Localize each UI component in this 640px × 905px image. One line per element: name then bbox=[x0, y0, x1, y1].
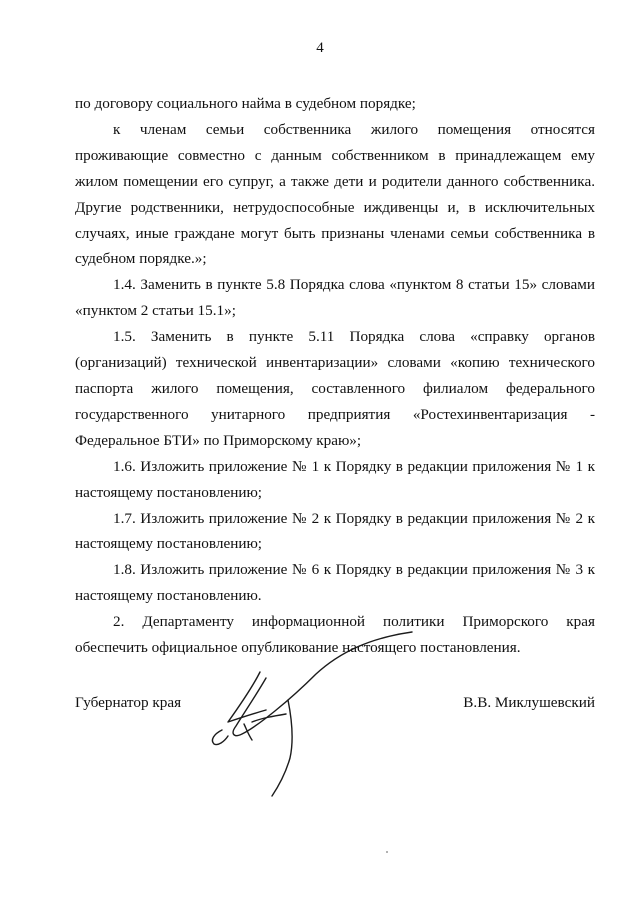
paragraph-1-8: 1.8. Изложить приложение № 6 к Порядку в редакции приложения № 3 к настоящему постановлению. bbox=[75, 561, 595, 605]
paragraph-1-5: 1.5. Заменить в пункте 5.11 Порядка слова «справку органов (организаций) технической инвентаризации» словами «копию технического паспорта жилого помещения, составленного филиалом федерального государственного унитарного предприятия «Ростехинвентаризация - Федеральное БТИ» по Приморскому краю»; bbox=[75, 328, 595, 449]
paragraph-1-7: 1.7. Изложить приложение № 2 к Порядку в редакции приложения № 2 к настоящему постановлению; bbox=[75, 509, 595, 553]
page-number: 4 bbox=[316, 40, 324, 56]
handwritten-signature bbox=[200, 630, 440, 800]
paragraph-2: 2. Департаменту информационной политики Приморского края обеспечить официальное опубликование настоящего постановления. bbox=[75, 613, 595, 657]
document-body bbox=[75, 91, 595, 661]
paragraph-1-4: 1.4. Заменить в пункте 5.8 Порядка слова «пунктом 8 статьи 15» словами «пунктом 2 статьи 15.1»; bbox=[75, 276, 595, 320]
scan-speck bbox=[386, 851, 388, 853]
paragraph-1-6: 1.6. Изложить приложение № 1 к Порядку в редакции приложения № 1 к настоящему постановлению; bbox=[75, 457, 595, 501]
signatory-position: Губернатор края bbox=[75, 694, 182, 711]
paragraph-continuation: по договору социального найма в судебном порядке; bbox=[75, 95, 416, 112]
paragraph-family-members: к членам семьи собственника жилого помещения относятся проживающие совместно с данным собственником в принадлежащем ему жилом помещении его супруг, а также дети и родители данного собственника. Другие родственники, нетрудоспособные иждивенцы и, в исключительных случаях, иные граждане могут быть признаны членами семьи собственника в судебном порядке.»; bbox=[75, 120, 595, 268]
signatory-name: В.В. Миклушевский bbox=[463, 694, 595, 711]
